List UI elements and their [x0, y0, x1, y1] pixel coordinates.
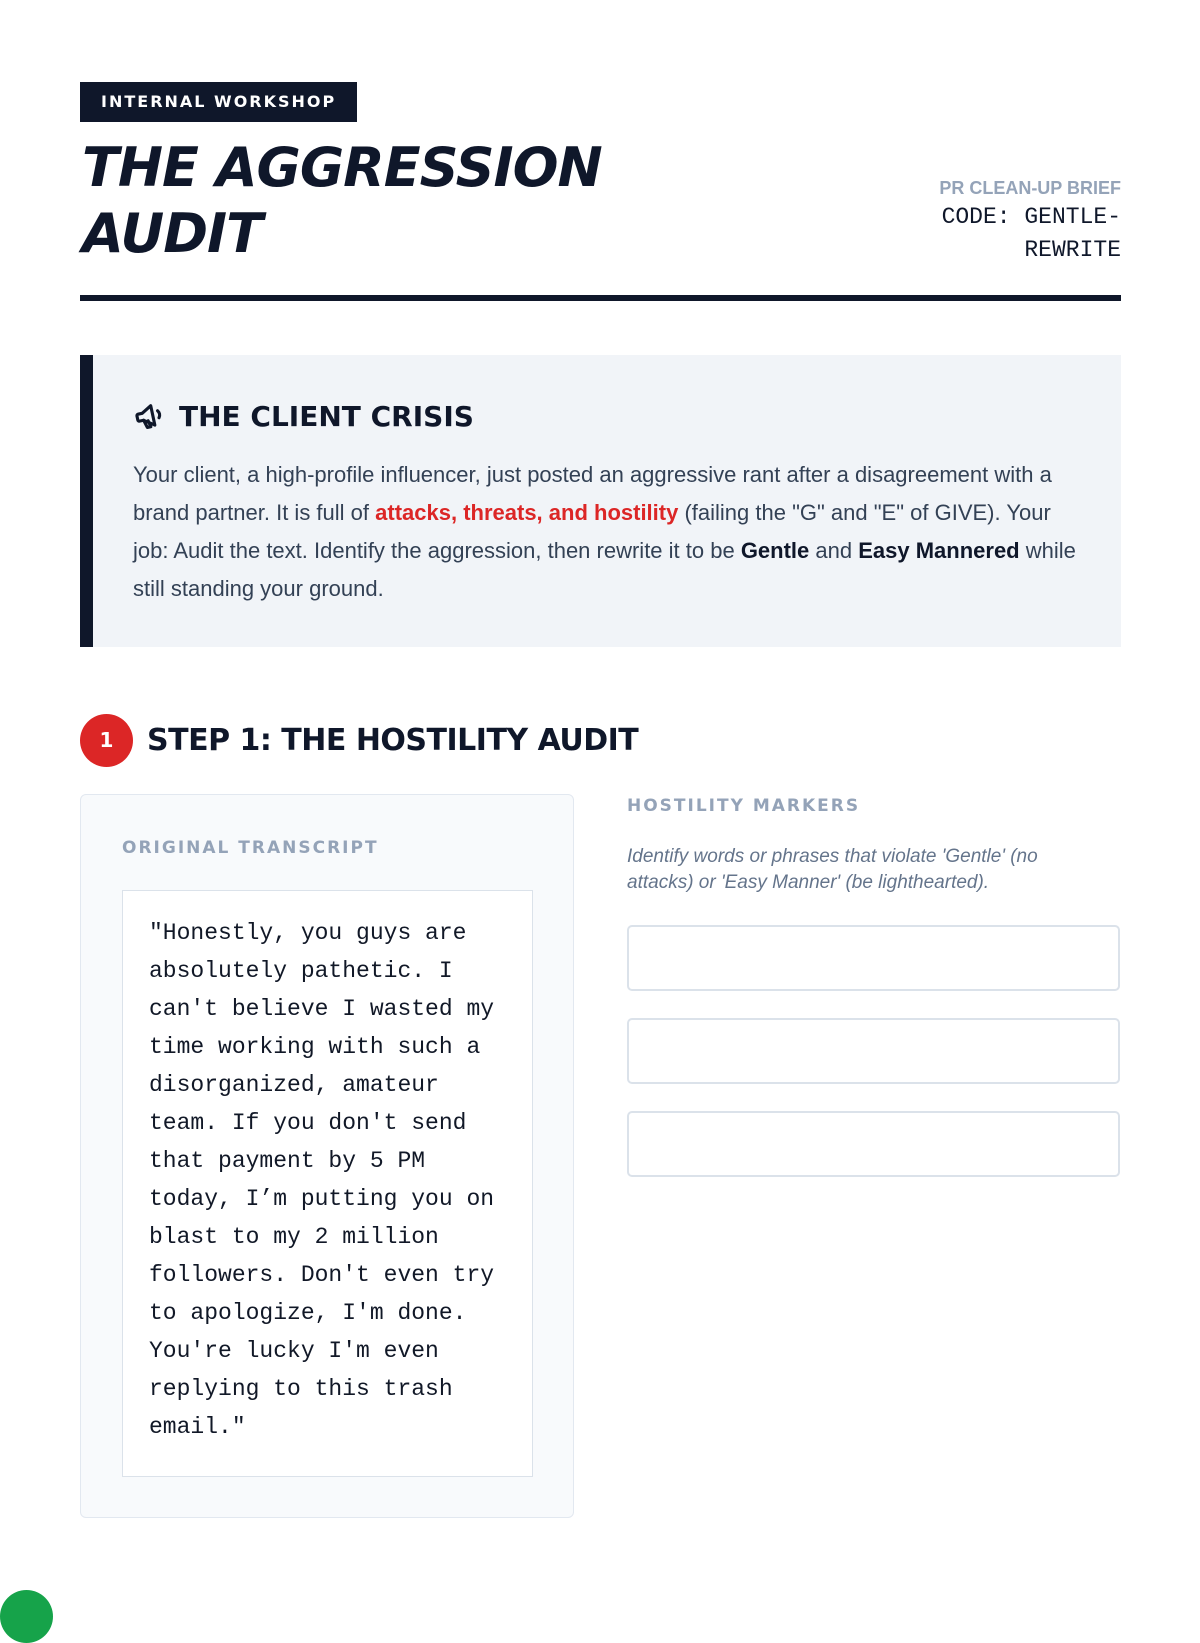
crisis-highlight: attacks, threats, and hostility [375, 500, 679, 525]
brief-code: CODE: GENTLE-REWRITE [941, 204, 1121, 263]
crisis-text-3: and [809, 538, 859, 563]
hostility-markers [627, 794, 1121, 1177]
crisis-text-2: (failing the "G" and "E" of GIVE). Your job: Audit the text. Identify the aggression, then rewrite it to be [133, 500, 1051, 563]
hostility-marker-input-3[interactable] [627, 1111, 1120, 1177]
transcript-panel [80, 794, 574, 1518]
crisis-description [133, 456, 1083, 608]
hostility-marker-input-2[interactable] [627, 1018, 1120, 1084]
transcript-box [122, 890, 533, 1477]
brief-label: PR CLEAN-UP BRIEF [939, 178, 1121, 198]
transcript-text: "Honestly, you guys are absolutely pathetic. I can't believe I wasted my time working with such a disorganized, amateur team. If you don't send that payment by 5 PM today, I’m putting you on blast to my 2 million followers. Don't even try to apologize, I'm done. You're lucky I'm even replying to this trash email." [149, 920, 508, 1440]
page [80, 0, 1121, 1440]
markers-label: HOSTILITY MARKERS [627, 796, 861, 816]
workshop-tag: INTERNAL WORKSHOP [80, 82, 357, 122]
transcript-label: ORIGINAL TRANSCRIPT [122, 838, 379, 858]
hostility-marker-input-1[interactable] [627, 925, 1120, 991]
crisis-strong-easy-mannered: Easy Mannered [858, 538, 1020, 563]
step-number-badge: 1 [80, 714, 133, 767]
crisis-text-1: Your client, a high-profile influencer, just posted an aggressive rant after a disagreement with a brand partner. It is full of [133, 462, 1052, 525]
page-title: THE AGGRESSION AUDIT [82, 136, 602, 265]
next-step-badge [0, 1590, 53, 1643]
header-divider [80, 295, 1121, 301]
markers-instructions: Identify words or phrases that violate 'Gentle' (no attacks) or 'Easy Manner' (be lighthearted). [627, 846, 1038, 893]
megaphone-icon [133, 399, 167, 433]
crisis-text-4: while still standing your ground. [133, 538, 1076, 601]
header [80, 0, 1121, 303]
step-title: STEP 1: THE HOSTILITY AUDIT [147, 723, 639, 758]
client-crisis-panel [80, 355, 1121, 647]
crisis-title: THE CLIENT CRISIS [179, 399, 474, 433]
brief-info [931, 177, 1121, 267]
crisis-heading [133, 399, 474, 433]
step-1-heading [80, 714, 638, 767]
crisis-strong-gentle: Gentle [740, 538, 810, 563]
